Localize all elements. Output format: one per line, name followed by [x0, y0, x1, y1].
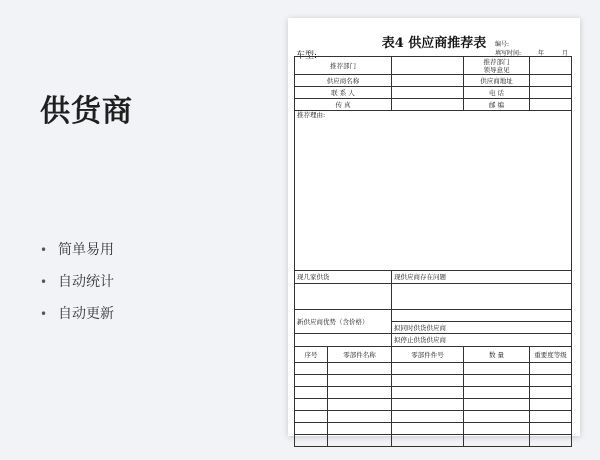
new-advantages-top [392, 310, 572, 322]
part-cell [328, 423, 392, 435]
contact-value [392, 87, 464, 99]
serial-label: 编号: [495, 41, 510, 48]
part-cell [530, 435, 572, 447]
part-cell [295, 399, 328, 411]
current-problems-label: 现供应商存在问题 [392, 271, 572, 284]
part-cell [530, 411, 572, 423]
new-advantages-label: 新供应商优势（含价格） [295, 310, 392, 334]
part-cell [328, 399, 392, 411]
feature-item [40, 234, 114, 266]
part-cell [530, 399, 572, 411]
part-row [295, 399, 572, 411]
part-cell [464, 411, 530, 423]
part-cell [530, 375, 572, 387]
feature-item [40, 298, 114, 330]
rec-dept-opinion-value [530, 57, 572, 75]
reason-cell: 推荐理由: [295, 111, 572, 271]
opinion-line-2: 领导意见 [483, 65, 510, 74]
phone-value [530, 87, 572, 99]
postcode-value [530, 99, 572, 111]
fax-label: 传 真 [295, 99, 392, 111]
postcode-label: 邮 编 [464, 99, 530, 111]
part-cell [328, 363, 392, 375]
current-problems-value [392, 284, 572, 310]
form-preview-sheet [288, 18, 580, 436]
part-cell [392, 387, 464, 399]
part-cell [392, 435, 464, 447]
form-title: 表4 供应商推荐表 [381, 36, 487, 51]
part-cell [392, 375, 464, 387]
feature-item [40, 266, 114, 298]
part-cell [464, 435, 530, 447]
product-title: 供货商 [40, 94, 133, 129]
col-part-number: 零部件件号 [392, 347, 464, 363]
opinion-line-1: 推荐部门 [483, 57, 510, 66]
current-suppliers-value [295, 284, 392, 310]
part-cell [328, 375, 392, 387]
phone-label: 电 话 [464, 87, 530, 99]
part-row [295, 363, 572, 375]
col-importance: 重要度等级 [530, 347, 572, 363]
part-cell [295, 423, 328, 435]
bullet-icon: • [40, 243, 48, 257]
stop-supply-label: 拟停止供货供应商 [392, 334, 572, 347]
part-cell [392, 399, 464, 411]
supplier-address-label: 供应商地址 [464, 75, 530, 87]
part-cell [328, 387, 392, 399]
part-cell [530, 423, 572, 435]
bullet-icon: • [40, 307, 48, 321]
part-cell [328, 435, 392, 447]
fax-value [392, 99, 464, 111]
year-label: 年 [538, 50, 545, 57]
supplier-name-label: 供应商名称 [295, 75, 392, 87]
part-row [295, 435, 572, 447]
part-row [295, 387, 572, 399]
supplier-name-value [392, 75, 464, 87]
part-cell [295, 435, 328, 447]
part-cell [295, 363, 328, 375]
feature-label: 自动统计 [58, 274, 114, 290]
feature-list [40, 234, 114, 330]
part-cell [392, 423, 464, 435]
rec-dept-value [392, 57, 464, 75]
col-part-name: 零部件名称 [328, 347, 392, 363]
part-cell [328, 411, 392, 423]
supplier-form-table [294, 56, 572, 447]
fill-date-label: 填写时间: [495, 50, 522, 57]
part-cell [464, 387, 530, 399]
bullet-icon: • [40, 275, 48, 289]
part-row [295, 423, 572, 435]
rec-dept-opinion-label [464, 57, 530, 75]
col-index: 序号 [295, 347, 328, 363]
feature-label: 自动更新 [58, 306, 114, 322]
part-cell [464, 423, 530, 435]
supplier-address-value [530, 75, 572, 87]
rec-dept-label: 推荐部门 [295, 57, 392, 75]
part-cell [295, 387, 328, 399]
current-suppliers-label: 现几家供货 [295, 271, 392, 284]
feature-label: 简单易用 [58, 242, 114, 258]
part-rows [295, 363, 572, 447]
part-row [295, 375, 572, 387]
part-cell [392, 411, 464, 423]
part-cell [464, 363, 530, 375]
part-cell [464, 399, 530, 411]
part-cell [295, 411, 328, 423]
part-cell [295, 375, 328, 387]
part-cell [530, 363, 572, 375]
part-cell [464, 375, 530, 387]
temp-supply-label: 拟同时供货供应商 [392, 322, 572, 334]
part-row [295, 411, 572, 423]
part-cell [392, 363, 464, 375]
part-cell [530, 387, 572, 399]
contact-label: 联 系 人 [295, 87, 392, 99]
col-quantity: 数 量 [464, 347, 530, 363]
month-label: 月 [562, 50, 569, 57]
stop-supply-left [295, 334, 392, 347]
car-type-label: 车型: [296, 51, 318, 61]
